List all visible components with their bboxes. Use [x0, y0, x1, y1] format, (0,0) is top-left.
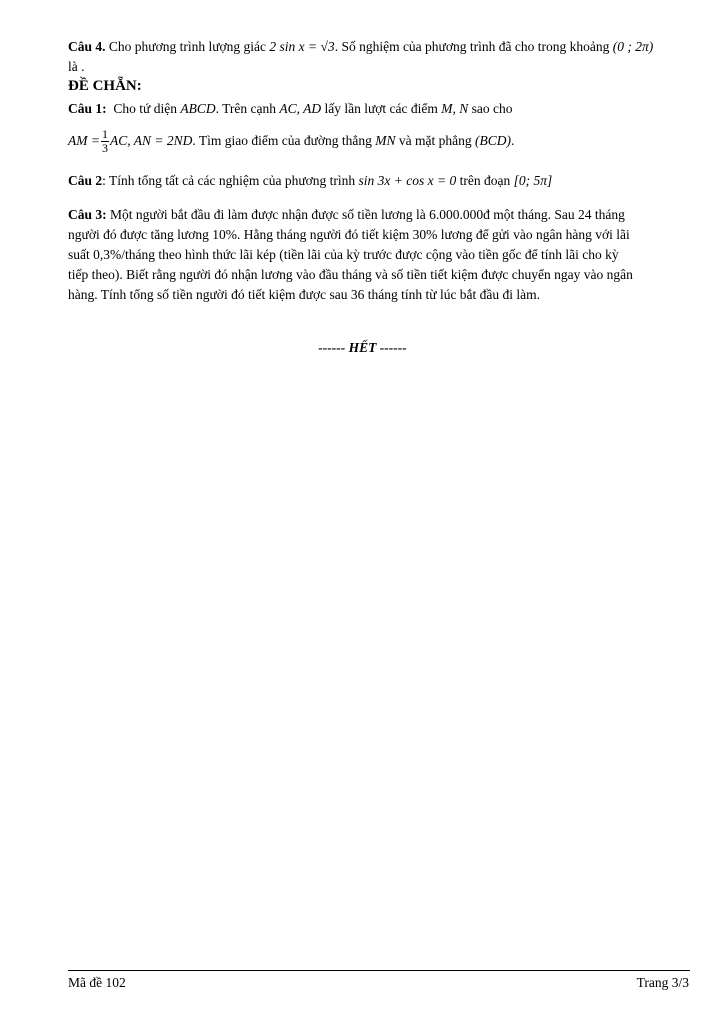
question-1	[68, 99, 698, 119]
question-2	[68, 171, 698, 191]
question-3-line-3: suất 0,3%/tháng theo hình thức lãi kép (tiền lãi của kỳ trước được cộng vào tiền gốc để tính lãi cho kỳ	[68, 247, 619, 262]
points: M, N	[441, 101, 469, 116]
question-4-label: Câu 4.	[68, 39, 106, 54]
question-1-text-d: sao cho	[471, 101, 513, 116]
question-2-label: Câu 2	[68, 173, 103, 188]
question-1-text-a: Cho tứ diện	[113, 101, 177, 116]
question-3-line-1-text: Một người bắt đầu đi làm được nhận được số tiền lương là 6.000.000đ một tháng. Sau 24 tháng	[110, 207, 625, 222]
question-3-line-5: hàng. Tính tổng số tiền người đó tiết kiệm được sau 36 tháng tính từ lúc bắt đầu đi làm.	[68, 287, 541, 302]
footer-exam-code: Mã đề 102	[68, 975, 126, 990]
question-4-text-b: . Số nghiệm của phương trình đã cho trong khoảng	[334, 39, 610, 54]
question-1-condition	[68, 124, 698, 158]
question-3-label: Câu 3:	[68, 207, 107, 222]
question-2-equation: sin 3x + cos x = 0	[358, 173, 457, 188]
plane-bcd: (BCD)	[475, 133, 512, 148]
question-4	[68, 37, 698, 77]
footer-divider	[68, 970, 690, 971]
section-heading-block	[68, 76, 698, 96]
question-3-line-1	[68, 205, 698, 225]
question-4-text-c: là .	[68, 59, 85, 74]
section-heading: ĐỀ CHẴN:	[68, 78, 142, 94]
question-2-interval: [0; 5π]	[513, 173, 553, 188]
edges: AC, AD	[279, 101, 322, 116]
tetrahedron-name: ABCD	[180, 101, 216, 116]
question-4-equation: 2 sin x = √3	[269, 39, 335, 54]
end-mark: ------ HẾT ------	[318, 340, 407, 355]
question-2-text-b: trên đoạn	[459, 173, 511, 188]
question-3-line-4: tiếp theo). Biết rằng người đó nhận lương vào đầu tháng và số tiền tiết kiệm được chuyển ngay vào ngân	[68, 267, 633, 282]
question-1-text-c: lấy lần lượt các điểm	[324, 101, 438, 116]
question-3	[68, 205, 698, 305]
question-2-text-a: : Tính tổng tất cả các nghiệm của phương trình	[102, 173, 356, 188]
question-1-label: Câu 1:	[68, 101, 107, 116]
question-1-text-f: và mặt phẳng	[398, 133, 472, 148]
question-1-text-e: . Tìm giao điểm của đường thẳng	[192, 133, 372, 148]
line-mn: MN	[375, 133, 396, 148]
fraction-one-third	[101, 128, 109, 155]
fraction-numerator: 1	[101, 127, 108, 142]
question-4-interval: (0 ; 2π)	[612, 39, 654, 54]
am-expr: AM =	[68, 133, 100, 148]
question-3-line-2: người đó được tăng lương 10%. Hằng tháng người đó tiết kiệm 30% lương để gửi vào ngân hàng với lãi	[68, 227, 630, 242]
footer-page-number: Trang 3/3	[636, 975, 689, 990]
question-1-text-g: .	[511, 133, 515, 148]
question-1-text-b: . Trên cạnh	[215, 101, 276, 116]
ac-an-expr: AC, AN = 2ND	[109, 133, 193, 148]
question-4-text-a: Cho phương trình lượng giác	[108, 39, 267, 54]
fraction-denominator: 3	[101, 141, 108, 156]
